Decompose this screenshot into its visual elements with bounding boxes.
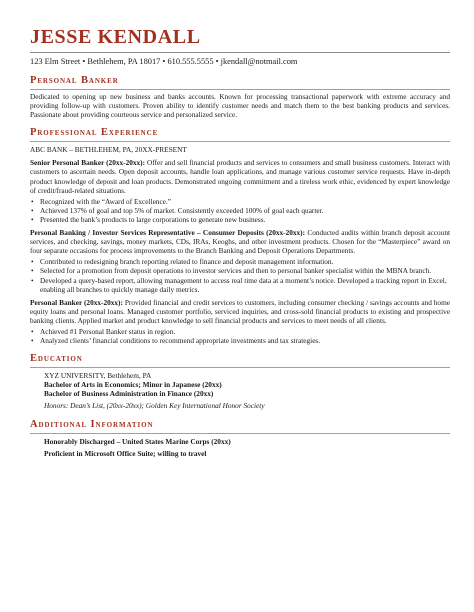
additional-title: Additional Information bbox=[30, 418, 154, 430]
role-bullets bbox=[30, 257, 450, 293]
role-text: Provided financial and credit services to customers, including consumer checking / savings accounts and home equity loans and personal loans. Managed customer portfolio, serviced inquiries, and cross-sold financial products to existing and prospective banking clients. Applied market and product knowledge to sell financial products and services to meet needs of all clients. bbox=[30, 297, 450, 325]
role-description bbox=[30, 228, 450, 255]
bullet-item: • Recognized with the “Award of Excellence.” bbox=[30, 197, 450, 206]
objective-title: Personal Banker bbox=[30, 75, 119, 86]
role-text: Conducted audits within branch deposit account services, and checking, savings, money markets, CDs, IRAs, Keoghs, and other investment products. Chosen for the “Masterpiece” award on four separate occasions for process improvements to the Branch Banking and Deposit Operations Departments. bbox=[30, 228, 451, 256]
bullet-item: • Analyzed clients’ financial conditions to recommend appropriate investments and tax strategies. bbox=[30, 336, 450, 345]
education-title: Education bbox=[30, 353, 83, 365]
experience-title: Professional Experience bbox=[30, 127, 159, 139]
honors-line: Honors: Dean’s List, (20xx-20xx); Golden Key International Honor Society bbox=[44, 401, 265, 411]
resume-page bbox=[30, 26, 450, 458]
header-divider bbox=[30, 52, 450, 53]
role-entry bbox=[30, 158, 450, 224]
education-section bbox=[30, 353, 450, 410]
bullet-item: • Achieved 137% of goal and top 5% of market. Consistently exceeded 100% of goal each quarter. bbox=[30, 206, 450, 215]
objective-divider bbox=[30, 89, 450, 90]
bullet-item: • Selected for a promotion from deposit operations to investor services and then to personal banker specialist within the MBNA branch. bbox=[30, 266, 450, 275]
additional-item: Honorably Discharged – United States Marine Corps (20xx) bbox=[44, 436, 231, 446]
bullet-item: • Contributed to redesigning branch reporting related to finance and deposit management information. bbox=[30, 257, 450, 266]
objective-section bbox=[30, 75, 450, 119]
role-bullets bbox=[30, 327, 450, 345]
bullet-item: • Presented the bank’s products to large corporations to generate new business. bbox=[30, 215, 450, 224]
additional-details bbox=[30, 437, 450, 458]
role-title: Personal Banker (20xx-20xx): bbox=[30, 297, 123, 307]
education-divider bbox=[30, 367, 450, 368]
role-bullets bbox=[30, 197, 450, 224]
role-description bbox=[30, 298, 450, 325]
degree-line: Bachelor of Arts in Economics; Minor in Japanese (20xx) bbox=[44, 380, 222, 390]
role-title: Personal Banking / Investor Services Representative – Consumer Deposits (20xx-20xx): bbox=[30, 228, 306, 238]
bullet-item: • Developed a query-based report, allowing management to access real time data at a moment’s notice. Developed a tracking report in Excel, enabling all branches to quickly manage daily metrics. bbox=[30, 276, 450, 294]
bullet-item: • Achieved #1 Personal Banker status in region. bbox=[30, 327, 450, 336]
additional-divider bbox=[30, 433, 450, 434]
role-entry bbox=[30, 228, 450, 294]
role-entry bbox=[30, 298, 450, 345]
degree-line: Bachelor of Business Administration in Finance (20xx) bbox=[44, 389, 214, 399]
role-text: Offer and sell financial products and services to consumers and small business customers. Interact with customers to ascertain needs. Open deposit accounts, handle loan applications, and manage various customer service requests. Have in-depth product knowledge of deposit and loan products. Demonstrated ongoing commitment and a tireless work ethic, evidenced by expert knowledge of credit/fraud-related situations. bbox=[30, 158, 450, 195]
additional-section bbox=[30, 419, 450, 458]
contact-line: 123 Elm Street • Bethlehem, PA 18017 • 610.555.5555 • jkendall@notmail.com bbox=[30, 57, 298, 66]
experience-divider bbox=[30, 141, 450, 142]
objective-text: Dedicated to opening up new business and banks accounts. Known for processing transactional paperwork with extreme accuracy and providing follow-up with customers. Proven ability to identify customer needs and match them to the best banking products and services. Passionate about providing courteous service and personalized service. bbox=[30, 92, 450, 120]
additional-item: Proficient in Microsoft Office Suite; willing to travel bbox=[44, 448, 207, 458]
resume-name: JESSE KENDALL bbox=[30, 26, 201, 48]
employer-line: ABC BANK – BETHLEHEM, PA, 20XX-PRESENT bbox=[30, 145, 187, 155]
role-title: Senior Personal Banker (20xx-20xx): bbox=[30, 158, 146, 168]
education-details bbox=[30, 371, 450, 410]
school-line: XYZ UNIVERSITY, Bethlehem, PA bbox=[44, 371, 152, 381]
experience-section bbox=[30, 127, 450, 345]
role-description bbox=[30, 158, 450, 194]
